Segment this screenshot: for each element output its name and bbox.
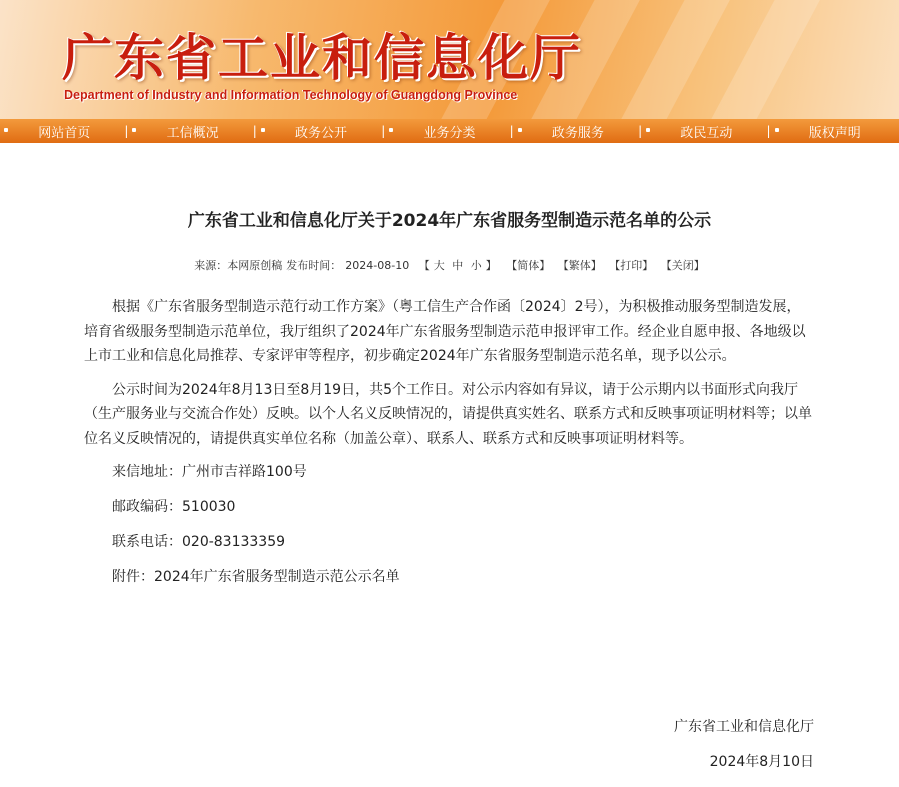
bullet-icon bbox=[389, 128, 393, 132]
paragraph-notice: 公示时间为2024年8月13日至8月19日，共5个工作日。对公示内容如有异议，请于公示期内以书面形式向我厅（生产服务业与交流合作处）反映。以个人名义反映情况的，请提供真实姓名、联系方式和反映事项证明材料等；以单位名义反映情况的，请提供真实单位名称（加盖公章）、联系人、联系方式和反映事项证明材料等。 bbox=[84, 381, 812, 447]
contact-phone: 联系电话：020-83133359 bbox=[112, 534, 286, 550]
article-body bbox=[84, 295, 814, 600]
nav-separator: | bbox=[124, 123, 129, 138]
nav-separator: | bbox=[638, 123, 643, 138]
attachment-link[interactable]: 2024年广东省服务型制造示范公示名单 bbox=[154, 569, 400, 585]
print-link[interactable]: 【打印】 bbox=[609, 259, 654, 272]
nav-item-overview[interactable] bbox=[128, 122, 256, 141]
site-logo-title: 广东省工业和信息化厅 bbox=[62, 29, 582, 87]
contact-address: 来信地址：广州市吉祥路100号 bbox=[112, 464, 307, 480]
signature-org: 广东省工业和信息化厅 bbox=[674, 719, 814, 735]
nav-item-copyright[interactable] bbox=[771, 122, 899, 141]
font-size-control: 【 大 中 小 】 bbox=[418, 259, 497, 272]
bullet-icon bbox=[261, 128, 265, 132]
bullet-icon bbox=[4, 128, 8, 132]
nav-item-interaction[interactable] bbox=[642, 122, 770, 141]
article-meta bbox=[0, 257, 899, 273]
site-logo-subtitle: Department of Industry and Information Technology of Guangdong Province bbox=[64, 88, 518, 102]
font-small-link[interactable]: 小 bbox=[470, 259, 482, 272]
bullet-icon bbox=[518, 128, 522, 132]
nav-item-label: 版权声明 bbox=[808, 125, 861, 141]
site-header bbox=[0, 0, 899, 119]
attachment-label: 附件： bbox=[112, 569, 154, 585]
nav-item-home[interactable] bbox=[0, 122, 128, 141]
attachment bbox=[84, 565, 814, 589]
contact-postcode: 邮政编码：510030 bbox=[112, 499, 236, 515]
nav-separator: | bbox=[766, 123, 771, 138]
simplified-link[interactable]: 【简体】 bbox=[506, 259, 551, 272]
close-link[interactable]: 【关闭】 bbox=[660, 259, 705, 272]
nav-item-label: 网站首页 bbox=[38, 125, 91, 141]
source-label: 来源：本网原创稿 bbox=[194, 259, 283, 272]
nav-item-services[interactable] bbox=[514, 122, 642, 141]
publish-label: 发布时间： bbox=[286, 259, 342, 272]
nav-item-label: 政务公开 bbox=[295, 125, 348, 141]
nav-item-business[interactable] bbox=[385, 122, 513, 141]
nav-item-label: 政民互动 bbox=[680, 125, 733, 141]
nav-item-label: 业务分类 bbox=[423, 125, 476, 141]
main-nav bbox=[0, 119, 899, 143]
nav-item-label: 政务服务 bbox=[551, 125, 604, 141]
paragraph-intro: 根据《广东省服务型制造示范行动工作方案》（粤工信生产合作函〔2024〕2号），为积极推动服务型制造发展，培育省级服务型制造示范单位，我厅组织了2024年广东省服务型制造示范申报评审工作。经企业自愿申报、各地级以上市工业和信息化局推荐、专家评审等程序，初步确定2024年广东省服务型制造示范名单，现予以公示。 bbox=[84, 299, 806, 364]
nav-separator: | bbox=[381, 123, 386, 138]
traditional-link[interactable]: 【繁体】 bbox=[557, 259, 602, 272]
bullet-icon bbox=[132, 128, 136, 132]
bullet-icon bbox=[775, 128, 779, 132]
bullet-icon bbox=[646, 128, 650, 132]
nav-separator: | bbox=[509, 123, 514, 138]
font-medium-link[interactable]: 中 bbox=[452, 259, 464, 272]
publish-date: 2024-08-10 bbox=[345, 259, 410, 272]
nav-separator: | bbox=[252, 123, 257, 138]
article-title: 广东省工业和信息化厅关于2024年广东省服务型制造示范名单的公示 bbox=[187, 211, 712, 231]
nav-item-public-affairs[interactable] bbox=[257, 122, 385, 141]
signature-date: 2024年8月10日 bbox=[709, 754, 814, 770]
nav-item-label: 工信概况 bbox=[166, 125, 219, 141]
font-large-link[interactable]: 大 bbox=[433, 259, 445, 272]
